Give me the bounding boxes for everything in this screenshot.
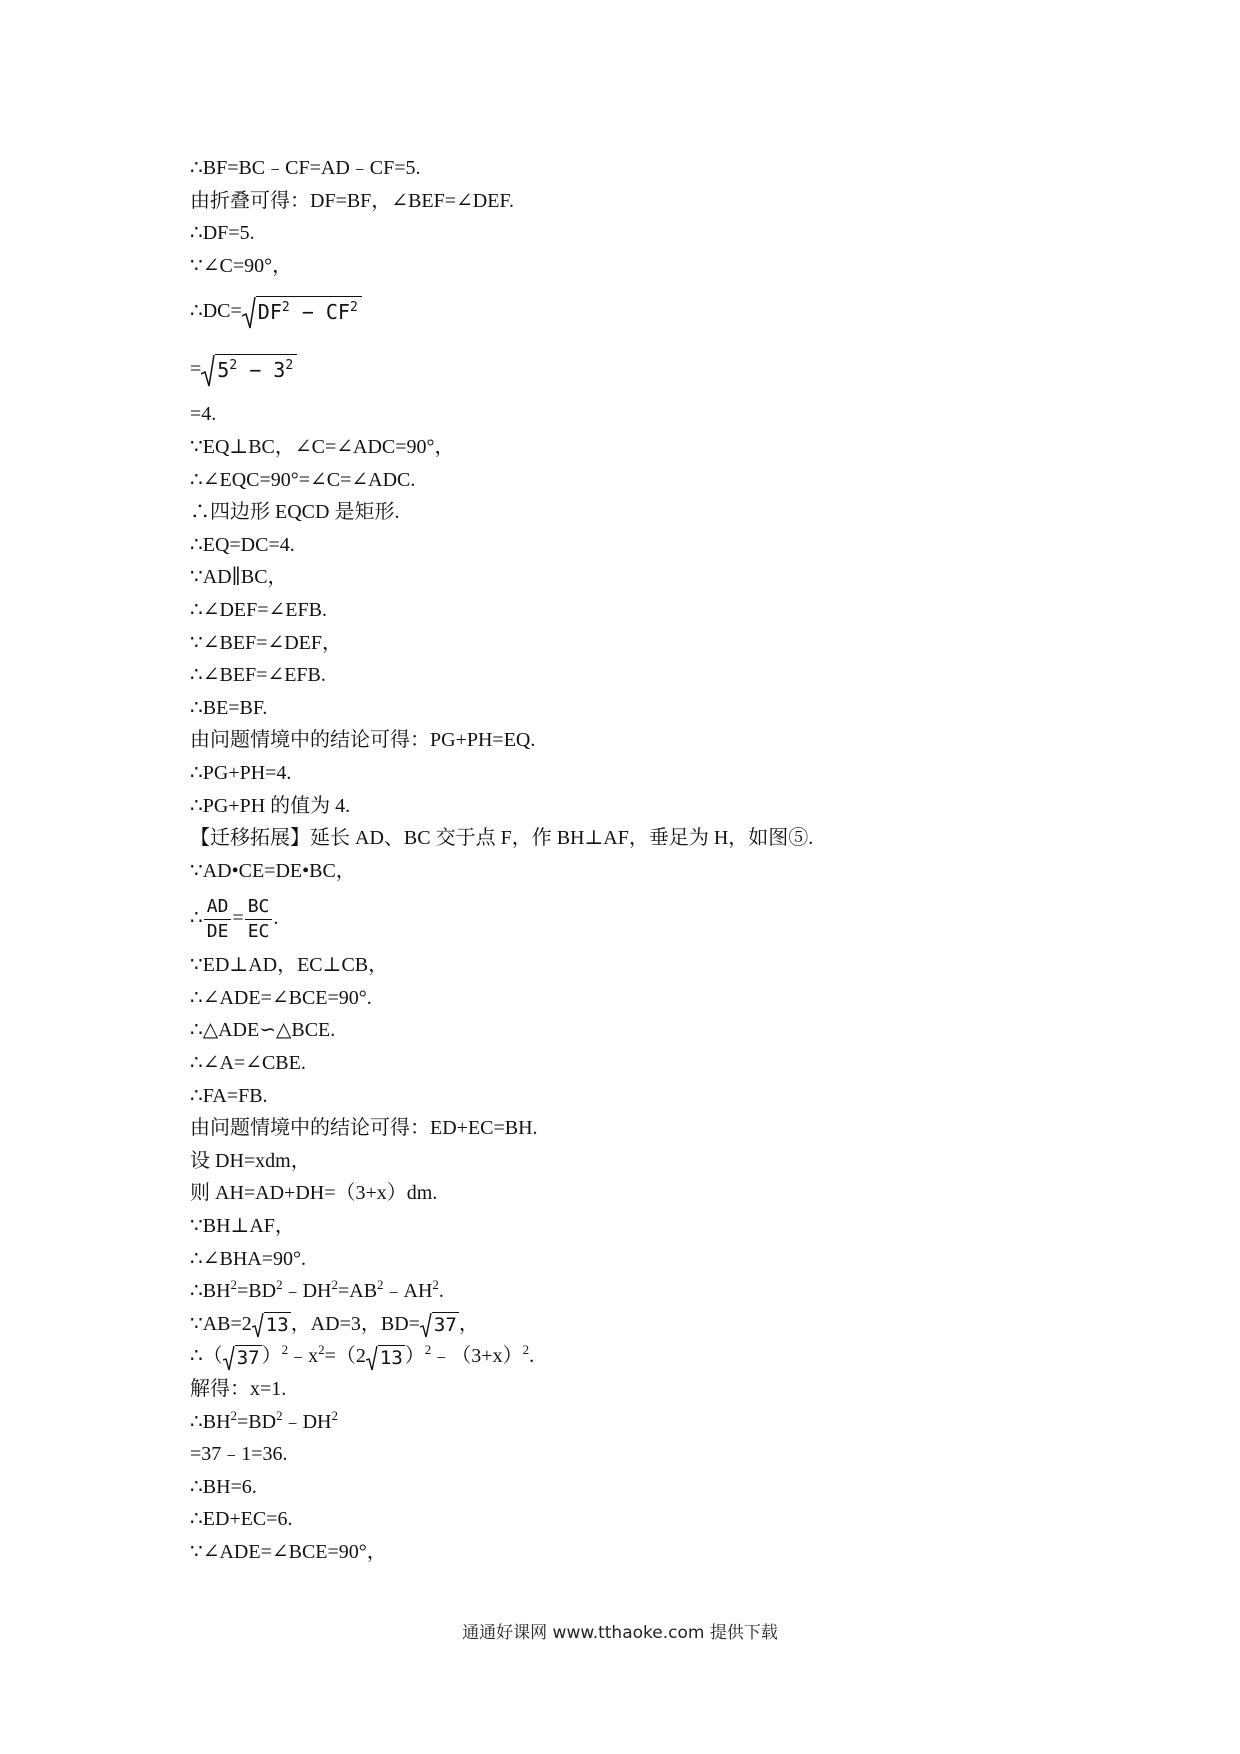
radical-sign-icon — [242, 296, 256, 330]
formula-given-lengths: ∵AB=2 13 ，AD=3，BD= 37 ， — [190, 1312, 479, 1337]
text-line: ∴∠BEF=∠EFB. — [190, 664, 326, 687]
text-line: ∴∠BHA=90°. — [190, 1247, 306, 1270]
formula-eq — [190, 340, 1090, 398]
radical-sign-icon — [366, 1345, 378, 1371]
formula-dc — [190, 282, 1090, 340]
text-line: ∵ED⊥AD，EC⊥CB， — [190, 954, 389, 977]
text-line: =37﹣1=36. — [190, 1443, 288, 1466]
fraction-bc-ec: $\frac{BC}{EC}$ — [245, 895, 273, 944]
text-line: ∵AD∥BC， — [190, 566, 288, 589]
text-line: 由问题情境中的结论可得：PG+PH=EQ. — [190, 729, 536, 752]
radicand: $5^2 - 3^2$ — [215, 354, 297, 388]
radical-sign-icon — [223, 1345, 235, 1371]
formula-prefix: = — [190, 358, 202, 381]
square-root: 13 — [252, 1312, 291, 1338]
page-footer: 通通好课网 www.tthaoke.com 提供下载 — [462, 1623, 778, 1643]
text-line: ∴∠DEF=∠EFB. — [190, 598, 327, 621]
text-line: 由折叠可得：DF=BF，∠BEF=∠DEF. — [190, 189, 514, 212]
solution-content — [190, 152, 1090, 1569]
formula-fraction: ∴ $\frac{AD}{DE}$ = $\frac{BC}{EC}$ . — [190, 896, 279, 943]
formula-equation: ∴（ 37 ）$^2﹣x^2=(2$ 13 ）$^2﹣(3+x)^2$. — [190, 1342, 535, 1369]
text-line: ∵AD•CE=DE•BC， — [190, 859, 356, 882]
text-line: ∵BH⊥AF， — [190, 1215, 295, 1238]
text-line: ∴∠ADE=∠BCE=90°. — [190, 986, 372, 1009]
text-line: ∴△ADE∽△BCE. — [190, 1019, 336, 1042]
radical-sign-icon — [252, 1312, 264, 1338]
square-root: 13 — [366, 1345, 405, 1371]
square-root: 37 — [223, 1345, 262, 1371]
square-root — [242, 296, 362, 330]
text-line: ∴∠A=∠CBE. — [190, 1052, 306, 1075]
radical-sign-icon — [201, 354, 215, 388]
formula-bh-squared-2: $\therefore BH^2=BD^2﹣DH^2$ — [190, 1407, 338, 1433]
radical-sign-icon — [420, 1312, 432, 1338]
radicand: $DF^2 - CF^2$ — [256, 296, 362, 330]
text-line: ∴ED+EC=6. — [190, 1508, 293, 1531]
text-line: 设 DH=xdm， — [190, 1149, 311, 1172]
formula-bh-squared: $\therefore BH^2=BD^2﹣DH^2=AB^2﹣AH^2$. — [190, 1277, 444, 1303]
text-line: ∵∠C=90°， — [190, 254, 293, 277]
text-line: 则 AH=AD+DH=（3+x）dm. — [190, 1182, 438, 1205]
formula-prefix: ∴DC= — [190, 300, 242, 323]
section-heading-line: 【迁移拓展】延长 AD、BC 交于点 F，作 BH⊥AF，垂足为 H，如图⑤. — [190, 827, 814, 850]
text-line: ∴DF=5. — [190, 222, 255, 245]
text-line: ∴FA=FB. — [190, 1084, 268, 1107]
fraction-ad-de: $\frac{AD}{DE}$ — [204, 895, 232, 944]
text-line: ∵∠ADE=∠BCE=90°， — [190, 1540, 387, 1563]
text-line: ∴EQ=DC=4. — [190, 533, 295, 556]
text-line: ∴PG+PH=4. — [190, 761, 292, 784]
text-line: =4. — [190, 403, 217, 426]
square-root — [201, 354, 297, 388]
text-line: 解得：x=1. — [190, 1378, 287, 1400]
text-line: ∴四边形 EQCD 是矩形. — [190, 501, 400, 524]
square-root: 37 — [420, 1312, 459, 1338]
text-line: ∵∠BEF=∠DEF， — [190, 631, 342, 654]
text-line: ∴∠EQC=90°=∠C=∠ADC. — [190, 468, 416, 491]
text-line: ∴PG+PH 的值为 4. — [190, 794, 351, 817]
text-line: 由问题情境中的结论可得：ED+EC=BH. — [190, 1117, 538, 1140]
text-line: ∵EQ⊥BC，∠C=∠ADC=90°， — [190, 435, 455, 458]
text-line: ∴BF=BC﹣CF=AD﹣CF=5. — [190, 157, 421, 179]
text-line: ∴BE=BF. — [190, 696, 268, 719]
text-line: ∴BH=6. — [190, 1475, 257, 1498]
